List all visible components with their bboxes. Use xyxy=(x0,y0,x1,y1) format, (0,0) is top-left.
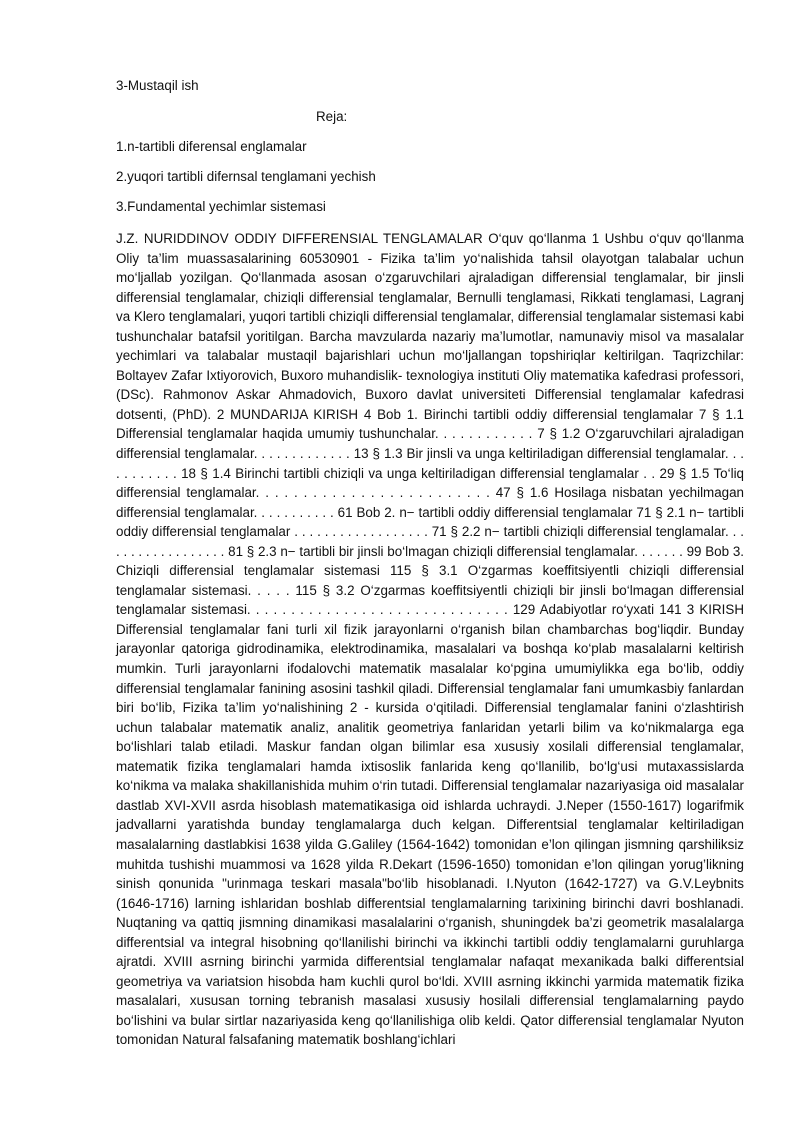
plan-item-1: 1.n-tartibli diferensal englamalar xyxy=(116,139,307,154)
document-body-paragraph: J.Z. NURIDDINOV ODDIY DIFFERENSIAL TENGLAMALAR O‘quv qo‘llanma 1 Ushbu o‘quv qo‘llanma Oliy ta’lim muassasalarining 60530901 - Fizika ta’lim yo‘nalishida tahsil olayotgan talabalar uchun mo‘ljallab yozilgan. Qo‘llanmada asosan o‘zgaruvchilari ajraladigan differensial tenglamalar, bir jinsli differensial tenglamalar, chiziqli differensial tenglamalar, Bernulli tenglamasi, Rikkati tenglamasi, Lagranj va Klero tenglamalari, yuqori tartibli chiziqli differensial tenglamalar, differensial tenglamalar sistemasi kabi tushunchalar batafsil yoritilgan. Barcha mavzularda nazariy ma’lumotlar, namunaviy misol va masalalar yechimlari va talabalar mustaqil bajarishlari uchun mo‘ljallangan topshiriqlar keltirilgan. Taqrizchilar: Boltayev Zafar Ixtiyorovich, Buxoro muhandislik- texnologiya instituti Oliy matematika kafedrasi professori, (DSc). Rahmonov Askar Ahmadovich, Buxoro davlat universiteti Differensial tenglamalar kafedrasi dotsenti, (PhD). 2 MUNDARIJA KIRISH 4 Bob 1. Birinchi tartibli oddiy differensial tenglamalar 7 § 1.1 Differensial tenglamalar haqida umumiy tushunchalar. . . . . . . . . . . . 7 § 1.2 O‘zgaruvchilari ajraladigan differensial tenglamalar. . . . . . . . . . . . . 13 § 1.3 Bir jinsli va unga keltiriladigan differensial tenglamalar. . . . . . . . . . . 18 § 1.4 Birinchi tartibli chiziqli va unga keltiriladigan differensial tenglamalar . . 29 § 1.5 To‘liq differensial tenglamalar. . . . . . . . . . . . . . . . . . . . . . . . . 47 § 1.6 Hosilaga nisbatan yechilmagan differensial tenglamalar. . . . . . . . . . . 61 Bob 2. n− tartibli oddiy differensial tenglamalar 71 § 2.1 n− tartibli oddiy differensial tenglamalar . . . . . . . . . . . . . . . . . . 71 § 2.2 n− tartibli chiziqli differensial tenglamalar. . . . . . . . . . . . . . . . . . 81 § 2.3 n− tartibli bir jinsli bo‘lmagan chiziqli differensial tenglamalar. . . . . . . 99 Bob 3. Chiziqli differensial tenglamalar sistemasi 115 § 3.1 O‘zgarmas koeffitsiyentli chiziqli differensial tenglamalar sistemasi. . . . . 115 § 3.2 O‘zgarmas koeffitsiyentli chiziqli bir jinsli bo‘lmagan differensial tenglamalar sistemasi. . . . . . . . . . . . . . . . . . . . . . . . . . . . . . 129 Adabiyotlar ro‘yxati 141 3 KIRISH Differensial tenglamalar fani turli xil fizik jarayonlarni o‘rganish bilan chambarchas bog‘liqdir. Bunday jarayonlar qatoriga gidrodinamika, elektrodinamika, masalalari va boshqa ko‘plab masalalarni keltirish mumkin. Turli jarayonlarni ifodalovchi matematik masalalar ko‘pgina umumiylikka ega bo‘lib, oddiy differensial tenglamalar fanining asosini tashkil qiladi. Differensial tenglamalar fani umumkasbiy fanlardan biri bo‘lib, Fizika ta’lim yo‘nalishining 2 - kursida o‘qitiladi. Differensial tenglamalar fanini o‘zlashtirish uchun talabalar matematik analiz, analitik geometriya fanlaridan yetarli bilim va ko‘nikmalarga ega bo‘lishlari talab etiladi. Maskur fandan olgan bilimlar esa xususiy xosilali differensial tenglamalar, matematik fizika tenglamalari hamda ixtisoslik fanlarida keng qo‘llanilib, bo‘lg‘usi mutaxassislarda ko‘nikma va malaka shakillanishida muhim o‘rin tutadi. Differensial tenglamalar nazariyasiga oid masalalar dastlab XVI-XVII asrda hisoblash matematikasiga oid ishlarda uchraydi. J.Neper (1550-1617) logarifmik jadvallarni yaratishda bunday tenglamalarga duch kelgan. Differentsial tenglamalar keltiriladigan masalalarning dastlabkisi 1638 yilda G.Galiley (1564-1642) tomonidan e’lon qilingan jismning qarshiliksiz muhitda tushishi muammosi va 1628 yilda R.Dekart (1596-1650) tomonidan e’lon qilingan yorug’likning sinish qonunida "urinmaga teskari masala"bo‘lib hisoblanadi. I.Nyuton (1642-1727) va G.V.Leybnits (1646-1716) larning ishlaridan boshlab differentsial tenglamalarning tarixining birinchi davri boshlanadi. Nuqtaning va qattiq jismning dinamikasi masalalarini o‘rganish, shuningdek ba’zi geometrik masalalarga differentsial va integral hisobning qo‘llanilishi birinchi va ikkinchi tartibli oddiy tenglamalarni guruhlarga ajratdi. XVIII asrning birinchi yarmida differentsial tenglamalar nafaqat mexanikada balki differentsial geometriya va variatsion hisobda ham kuchli qurol bo‘ldi. XVIII asrning ikkinchi yarmida matematik fizika masalalari, xususan torning tebranish masalasi xususiy hosilali differensial tenglamalarning paydo bo‘lishini va bular sirtlar nazariyasida keng qo‘llanilishiga olib keldi. Qator differensial tenglamalar Nyuton tomonidan Natural falsafaning matematik boshlang‘ichlari xyxy=(116,231,744,1048)
plan-item-3: 3.Fundamental yechimlar sistemasi xyxy=(116,199,326,214)
document-heading: 3-Mustaqil ish xyxy=(116,78,199,93)
plan-label: Reja: xyxy=(316,109,348,124)
plan-item-2: 2.yuqori tartibli difernsal tenglamani yechish xyxy=(116,169,376,184)
